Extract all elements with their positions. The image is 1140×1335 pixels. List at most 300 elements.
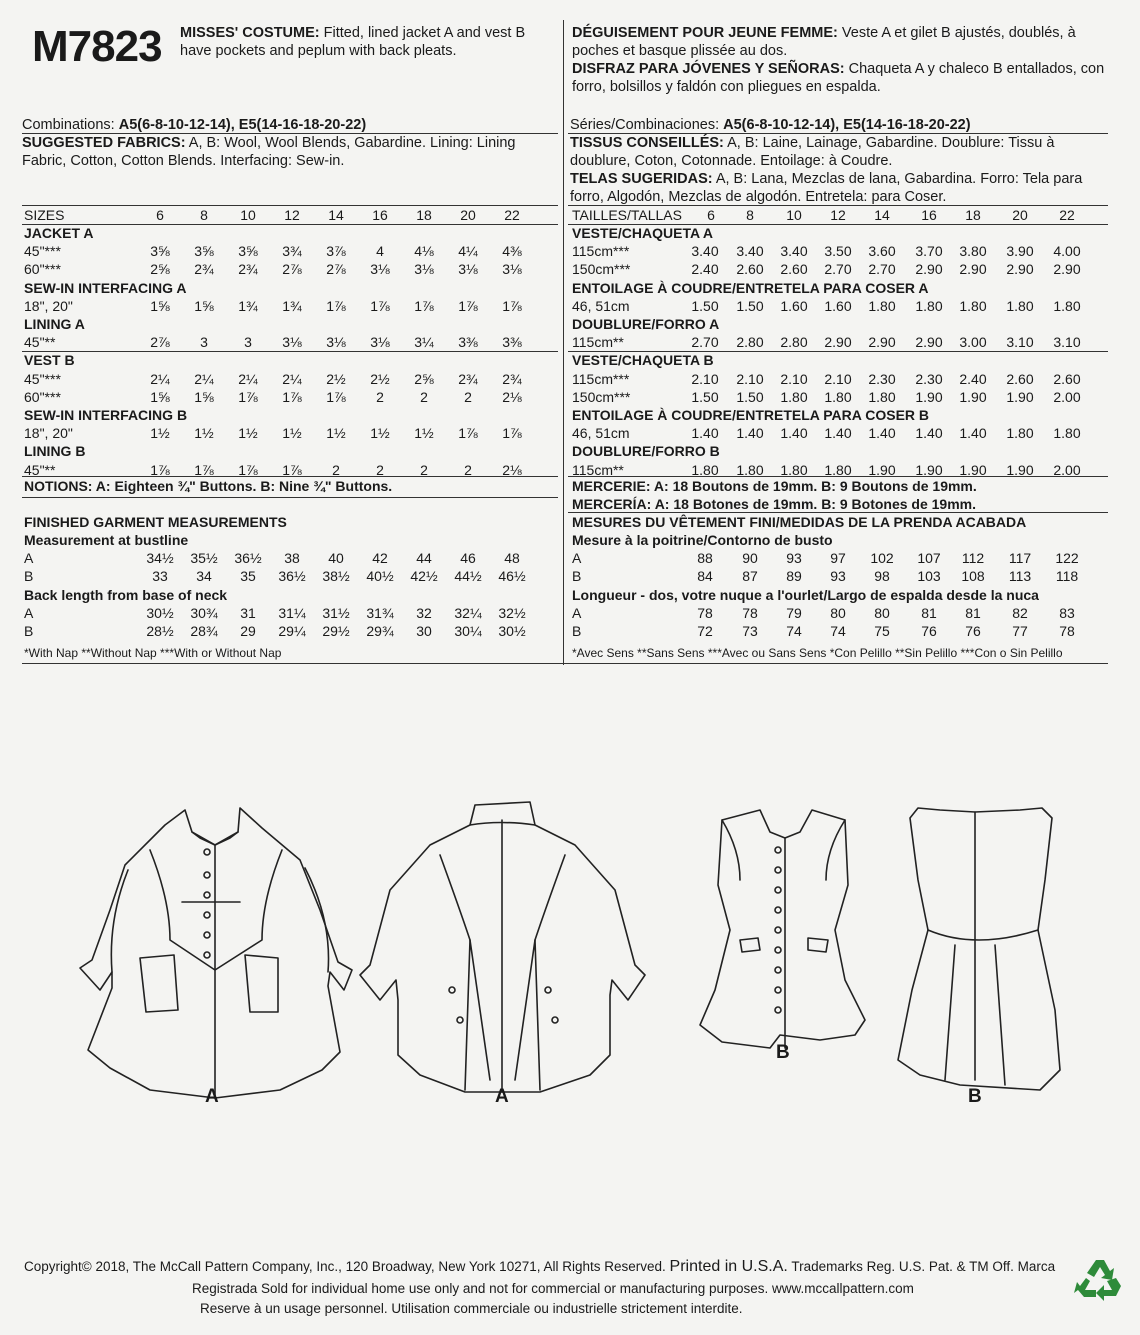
cell-value: 8 — [200, 207, 208, 223]
cell-value: 2.10 — [780, 370, 808, 387]
cell-value: 42 — [372, 550, 388, 566]
cell-value: 20 — [1012, 207, 1028, 223]
cell-value: 2 — [464, 388, 472, 405]
fabrics-es — [570, 170, 1110, 206]
cell-value: 3 — [200, 334, 208, 351]
cell-value: 36½ — [278, 568, 306, 584]
footer-line-3: Reserve à un usage personnel. Utilisation commerciale ou industrielle strictement interdite. — [200, 1301, 743, 1316]
cell-value: 20 — [460, 207, 476, 223]
cell-value: 2 — [420, 388, 428, 405]
cell-value: 72 — [697, 623, 713, 639]
fabrics-label: SUGGESTED FABRICS: — [22, 135, 186, 151]
yardage-row-en — [24, 297, 564, 315]
bust-row-fr — [572, 567, 1112, 585]
row-label: TAILLES/TALLAS — [572, 207, 682, 223]
cell-value: 3.40 — [780, 243, 808, 260]
cell-value: 32 — [416, 605, 432, 621]
cell-value: 44½ — [454, 568, 482, 584]
cell-value: 74 — [786, 623, 802, 639]
cell-value: 35 — [240, 568, 256, 584]
back-row-en — [24, 622, 564, 640]
cell-value: 6 — [707, 207, 715, 223]
cell-value: 1.80 — [915, 297, 943, 314]
cell-value: 1.40 — [780, 425, 808, 442]
cell-value: 3⅛ — [502, 261, 522, 278]
cell-value: 1⅞ — [326, 388, 346, 405]
cell-value: 29½ — [322, 623, 350, 639]
cell-value: 40½ — [366, 568, 394, 584]
cell-value: 30¼ — [454, 623, 482, 639]
yardage-heading-fr: ENTOILAGE À COUDRE/ENTRETELA PARA COSER B — [572, 407, 930, 423]
row-label: 115cm*** — [572, 370, 630, 387]
jacket-a-back-drawing — [360, 802, 645, 1092]
yardage-row-fr — [572, 260, 1112, 278]
cell-value: 14 — [874, 207, 890, 223]
cell-value: 28½ — [146, 623, 174, 639]
cell-value: 78 — [742, 605, 758, 621]
cell-value: 93 — [830, 568, 846, 584]
cell-value: 77 — [1012, 623, 1028, 639]
cell-value: 3⅛ — [282, 334, 302, 351]
cell-value: 2⅞ — [326, 261, 346, 278]
fabrics-label: TELAS SUGERIDAS: — [570, 171, 713, 187]
cell-value: 2¼ — [194, 370, 214, 387]
cell-value: 1⅞ — [414, 297, 434, 314]
cell-value: 18 — [965, 207, 981, 223]
cell-value: 1½ — [238, 425, 258, 442]
cell-value: 78 — [697, 605, 713, 621]
cell-value: 2.70 — [824, 261, 852, 278]
cell-value: 2.40 — [691, 261, 719, 278]
description-en-text: Fitted, lined jacket A and vest B have pockets and peplum with back pleats. — [180, 25, 526, 59]
description-fr — [572, 24, 1112, 60]
cell-value: 31 — [240, 605, 256, 621]
fabrics-text: A, B: Lana, Mezclas de lana, Gabardina. Forro: Tela para forro, Algodón, Mezclas de algodón. Entretela: para Coser. — [570, 171, 1083, 205]
cell-value: 1.90 — [1006, 461, 1034, 478]
row-label: 115cm** — [572, 334, 624, 351]
cell-value: 3⅛ — [458, 261, 478, 278]
divider — [22, 497, 558, 498]
cell-value: 1.90 — [868, 461, 896, 478]
cell-value: 2.90 — [915, 261, 943, 278]
cell-value: 3⅞ — [326, 243, 346, 260]
row-label: 46, 51cm — [572, 297, 630, 314]
cell-value: 1⅞ — [194, 461, 214, 478]
cell-value: 97 — [830, 550, 846, 566]
cell-value: 83 — [1059, 605, 1075, 621]
cell-value: 3.60 — [868, 243, 896, 260]
row-label: B — [572, 568, 582, 584]
cell-value: 40 — [328, 550, 344, 566]
cell-value: 44 — [416, 550, 432, 566]
cell-value: 2.90 — [1006, 261, 1034, 278]
yardage-row-fr — [572, 297, 1112, 315]
back-row-fr — [572, 604, 1112, 622]
sizes-values-fr — [572, 206, 1112, 224]
jacket-a-front-drawing — [80, 808, 352, 1098]
cell-value: 18 — [416, 207, 432, 223]
bust-row-en — [24, 549, 564, 567]
cell-value: 1.60 — [780, 297, 808, 314]
printed-text: Printed in U.S.A. — [669, 1258, 788, 1275]
cell-value: 98 — [874, 568, 890, 584]
bust-row-fr — [572, 549, 1112, 567]
cell-value: 33 — [152, 568, 168, 584]
cell-value: 1.80 — [736, 461, 764, 478]
nap-note-fr: *Avec Sens **Sans Sens ***Avec ou Sans Sens *Con Pelillo **Sin Pelillo ***Con o Sin Pelillo — [572, 646, 1063, 660]
yardage-row-en — [24, 370, 564, 388]
cell-value: 1¾ — [238, 297, 258, 314]
row-label: A — [24, 550, 34, 566]
cell-value: 2⅛ — [502, 388, 522, 405]
divider — [22, 663, 1108, 664]
description-fr-text: Veste A et gilet B ajustés, doublés, à poches et basque plissée au dos. — [572, 25, 1076, 59]
cell-value: 117 — [1008, 550, 1032, 566]
cell-value: 12 — [830, 207, 846, 223]
yardage-row-en — [24, 242, 564, 260]
cell-value: 16 — [921, 207, 937, 223]
figure-label-b-back: B — [968, 1086, 982, 1107]
cell-value: 103 — [917, 568, 941, 584]
cell-value: 2.90 — [824, 334, 852, 351]
figure-label-b-front: B — [776, 1042, 790, 1063]
cell-value: 42½ — [410, 568, 438, 584]
cell-value: 2¾ — [238, 261, 258, 278]
cell-value: 14 — [328, 207, 344, 223]
cell-value: 1.80 — [1053, 425, 1081, 442]
cell-value: 1.90 — [915, 388, 943, 405]
cell-value: 2 — [420, 461, 428, 478]
cell-value: 31¾ — [366, 605, 394, 621]
cell-value: 2⅝ — [150, 261, 170, 278]
yardage-heading-en: JACKET A — [24, 225, 94, 241]
cell-value: 1.80 — [1053, 297, 1081, 314]
title-es: DISFRAZ PARA JÓVENES Y SEÑORAS: — [572, 61, 845, 77]
cell-value: 1⅞ — [150, 461, 170, 478]
cell-value: 80 — [874, 605, 890, 621]
cell-value: 2 — [332, 461, 340, 478]
cell-value: 2.90 — [959, 261, 987, 278]
cell-value: 1⅞ — [502, 425, 522, 442]
notions-es: MERCERÍA: A: 18 Botones de 19mm. B: 9 Botones de 19mm. — [572, 496, 977, 512]
cell-value: 31¼ — [278, 605, 306, 621]
cell-value: 4⅜ — [502, 243, 522, 260]
row-label: 45"*** — [24, 370, 61, 387]
cell-value: 84 — [697, 568, 713, 584]
cell-value: 76 — [965, 623, 981, 639]
yardage-row-en — [24, 333, 564, 351]
cell-value: 1.80 — [868, 388, 896, 405]
cell-value: 1.80 — [824, 388, 852, 405]
cell-value: 112 — [961, 550, 985, 566]
cell-value: 22 — [1059, 207, 1075, 223]
cell-value: 2.70 — [868, 261, 896, 278]
combinations-value: A5(6-8-10-12-14), E5(14-16-18-20-22) — [723, 117, 971, 133]
row-label: 45"*** — [24, 243, 61, 260]
cell-value: 2.10 — [736, 370, 764, 387]
cell-value: 102 — [870, 550, 894, 566]
cell-value: 12 — [284, 207, 300, 223]
yardage-heading-en: SEW-IN INTERFACING A — [24, 279, 187, 296]
cell-value: 2 — [376, 388, 384, 405]
footer-line-1 — [24, 1258, 1055, 1276]
combinations-label: Combinations: — [22, 117, 115, 133]
cell-value: 3⅝ — [238, 243, 258, 260]
cell-value: 2½ — [326, 370, 346, 387]
figure-label-a-back: A — [495, 1086, 509, 1107]
cell-value: 3.10 — [1053, 334, 1081, 351]
cell-value: 1.60 — [824, 297, 852, 314]
cell-value: 48 — [504, 550, 520, 566]
cell-value: 16 — [372, 207, 388, 223]
back-label-en: Back length from base of neck — [24, 587, 228, 603]
cell-value: 1⅝ — [150, 388, 170, 405]
title-fr: DÉGUISEMENT POUR JEUNE FEMME: — [572, 25, 838, 41]
cell-value: 46½ — [498, 568, 526, 584]
cell-value: 82 — [1012, 605, 1028, 621]
cell-value: 2¾ — [502, 370, 522, 387]
yardage-row-en — [24, 424, 564, 442]
cell-value: 32½ — [498, 605, 526, 621]
cell-value: 122 — [1055, 550, 1079, 566]
cell-value: 3⅛ — [370, 261, 390, 278]
notions-en: NOTIONS: A: Eighteen ¾" Buttons. B: Nine ¾" Buttons. — [24, 478, 393, 494]
cell-value: 30¾ — [190, 605, 218, 621]
yardage-row-fr — [572, 370, 1112, 388]
row-label: 115cm** — [572, 461, 624, 478]
row-label: 18", 20" — [24, 425, 73, 442]
title-en: MISSES' COSTUME: — [180, 25, 320, 41]
cell-value: 10 — [240, 207, 256, 223]
garment-illustrations — [0, 790, 1140, 1120]
cell-value: 1½ — [150, 425, 170, 442]
notions-fr: MERCERIE: A: 18 Boutons de 19mm. B: 9 Boutons de 19mm. — [572, 478, 977, 494]
back-label-fr: Longueur - dos, votre nuque a l'ourlet/Largo de espalda desde la nuca — [572, 587, 1039, 603]
fabrics-fr — [570, 134, 1110, 170]
cell-value: 31½ — [322, 605, 350, 621]
cell-value: 8 — [746, 207, 754, 223]
cell-value: 1.80 — [691, 461, 719, 478]
row-label: B — [24, 568, 34, 584]
cell-value: 1¾ — [282, 297, 302, 314]
cell-value: 1.80 — [824, 461, 852, 478]
description-es — [572, 60, 1112, 96]
cell-value: 4⅛ — [414, 243, 434, 260]
cell-value: 93 — [786, 550, 802, 566]
cell-value: 1.80 — [1006, 297, 1034, 314]
cell-value: 3.40 — [736, 243, 764, 260]
combinations-fr — [570, 116, 971, 134]
combinations-en — [22, 116, 366, 134]
bust-label-fr: Mesure à la poitrine/Contorno de busto — [572, 532, 833, 548]
cell-value: 2.60 — [1006, 370, 1034, 387]
cell-value: 2¼ — [238, 370, 258, 387]
row-label: 45"** — [24, 334, 56, 351]
yardage-heading-en: VEST B — [24, 352, 75, 369]
cell-value: 30 — [416, 623, 432, 639]
cell-value: 1½ — [194, 425, 214, 442]
cell-value: 36½ — [234, 550, 262, 566]
yardage-row-fr — [572, 388, 1112, 406]
row-label: 115cm*** — [572, 243, 630, 260]
cell-value: 4.00 — [1053, 243, 1081, 260]
cell-value: 2⅞ — [150, 334, 170, 351]
cell-value: 46 — [460, 550, 476, 566]
yardage-heading-fr: DOUBLURE/FORRO B — [572, 443, 720, 460]
sizes-header-en — [24, 206, 564, 224]
cell-value: 30½ — [498, 623, 526, 639]
cell-value: 1.50 — [691, 297, 719, 314]
cell-value: 1⅞ — [238, 461, 258, 478]
row-label: 45"** — [24, 461, 56, 478]
yardage-heading-en: LINING A — [24, 316, 85, 332]
cell-value: 1½ — [370, 425, 390, 442]
cell-value: 2.80 — [780, 334, 808, 351]
cell-value: 32¼ — [454, 605, 482, 621]
cell-value: 1.80 — [780, 388, 808, 405]
row-label: 46, 51cm — [572, 425, 630, 442]
cell-value: 34½ — [146, 550, 174, 566]
cell-value: 1⅞ — [282, 388, 302, 405]
cell-value: 3.70 — [915, 243, 943, 260]
cell-value: 75 — [874, 623, 890, 639]
cell-value: 1⅞ — [326, 297, 346, 314]
cell-value: 3⅜ — [502, 334, 522, 351]
cell-value: 3 — [244, 334, 252, 351]
cell-value: 2 — [464, 461, 472, 478]
cell-value: 3¼ — [414, 334, 434, 351]
cell-value: 1.90 — [959, 461, 987, 478]
row-label: A — [24, 605, 34, 621]
cell-value: 2 — [376, 461, 384, 478]
cell-value: 3⅛ — [370, 334, 390, 351]
cell-value: 2.00 — [1053, 388, 1081, 405]
cell-value: 3⅛ — [414, 261, 434, 278]
cell-value: 1.80 — [868, 297, 896, 314]
divider — [22, 351, 558, 352]
fabrics-label: TISSUS CONSEILLÉS: — [570, 135, 724, 151]
cell-value: 3⅜ — [458, 334, 478, 351]
cell-value: 2.10 — [824, 370, 852, 387]
yardage-row-en — [24, 388, 564, 406]
cell-value: 29¾ — [366, 623, 394, 639]
description-es-text: Chaqueta A y chaleco B entallados, con forro, bolsillos y faldón con pliegues en espalda. — [572, 61, 1105, 95]
copyright-text: Copyright© 2018, The McCall Pattern Company, Inc., 120 Broadway, New York 10271, All Rights Reserved. — [24, 1259, 666, 1274]
cell-value: 1.40 — [736, 425, 764, 442]
cell-value: 1⅞ — [238, 388, 258, 405]
cell-value: 2.70 — [691, 334, 719, 351]
cell-value: 1.40 — [959, 425, 987, 442]
cell-value: 3.80 — [959, 243, 987, 260]
back-row-fr — [572, 622, 1112, 640]
yardage-heading-fr: VESTE/CHAQUETA B — [572, 352, 714, 369]
cell-value: 76 — [921, 623, 937, 639]
row-label: B — [572, 623, 582, 639]
cell-value: 88 — [697, 550, 713, 566]
cell-value: 38½ — [322, 568, 350, 584]
cell-value: 1.40 — [868, 425, 896, 442]
cell-value: 38 — [284, 550, 300, 566]
finished-title-en: FINISHED GARMENT MEASUREMENTS — [24, 514, 287, 530]
yardage-heading-fr: ENTOILAGE À COUDRE/ENTRETELA PARA COSER A — [572, 279, 929, 296]
cell-value: 2.80 — [736, 334, 764, 351]
row-label: A — [572, 550, 582, 566]
row-label: SIZES — [24, 207, 65, 223]
cell-value: 1⅝ — [194, 388, 214, 405]
cell-value: 2¼ — [282, 370, 302, 387]
cell-value: 2.90 — [868, 334, 896, 351]
cell-value: 1.90 — [959, 388, 987, 405]
cell-value: 35½ — [190, 550, 218, 566]
divider — [22, 224, 558, 225]
combinations-label: Séries/Combinaciones: — [570, 117, 720, 133]
cell-value: 6 — [156, 207, 164, 223]
bust-label-en: Measurement at bustline — [24, 532, 189, 548]
cell-value: 2½ — [370, 370, 390, 387]
cell-value: 1⅝ — [194, 297, 214, 314]
cell-value: 3.00 — [959, 334, 987, 351]
cell-value: 2.30 — [915, 370, 943, 387]
cell-value: 1.40 — [691, 425, 719, 442]
cell-value: 80 — [830, 605, 846, 621]
yardage-heading-fr: DOUBLURE/FORRO A — [572, 316, 720, 332]
cell-value: 79 — [786, 605, 802, 621]
cell-value: 1½ — [414, 425, 434, 442]
trademark-text: Trademarks Reg. U.S. Pat. & TM Off. Marca — [791, 1259, 1056, 1274]
cell-value: 2.30 — [868, 370, 896, 387]
cell-value: 89 — [786, 568, 802, 584]
finished-title-fr: MESURES DU VÊTEMENT FINI/MEDIDAS DE LA PRENDA ACABADA — [572, 514, 1027, 530]
cell-value: 3.10 — [1006, 334, 1034, 351]
yardage-row-en — [24, 260, 564, 278]
yardage-row-fr — [572, 424, 1112, 442]
cell-value: 81 — [921, 605, 937, 621]
cell-value: 2.60 — [780, 261, 808, 278]
cell-value: 22 — [504, 207, 520, 223]
cell-value: 2.90 — [1053, 261, 1081, 278]
cell-value: 2¾ — [194, 261, 214, 278]
vest-b-back-drawing — [898, 808, 1060, 1090]
row-label: 150cm*** — [572, 261, 631, 278]
cell-value: 81 — [965, 605, 981, 621]
row-label: 60"*** — [24, 261, 61, 278]
description-en — [180, 24, 560, 60]
cell-value: 73 — [742, 623, 758, 639]
cell-value: 3.40 — [691, 243, 719, 260]
cell-value: 1.40 — [915, 425, 943, 442]
figure-label-a-front: A — [205, 1086, 219, 1107]
yardage-row-fr — [572, 242, 1112, 260]
nap-note-en: *With Nap **Without Nap ***With or Without Nap — [24, 646, 282, 660]
yardage-heading-en: LINING B — [24, 443, 86, 460]
cell-value: 10 — [786, 207, 802, 223]
row-label: B — [24, 623, 34, 639]
cell-value: 29 — [240, 623, 256, 639]
cell-value: 1.50 — [691, 388, 719, 405]
cell-value: 2⅞ — [282, 261, 302, 278]
cell-value: 34 — [196, 568, 212, 584]
cell-value: 3¾ — [282, 243, 302, 260]
cell-value: 4¼ — [458, 243, 478, 260]
bust-row-en — [24, 567, 564, 585]
cell-value: 87 — [742, 568, 758, 584]
cell-value: 2.90 — [915, 334, 943, 351]
cell-value: 2¼ — [150, 370, 170, 387]
cell-value: 107 — [917, 550, 941, 566]
cell-value: 1.50 — [736, 297, 764, 314]
cell-value: 1⅞ — [370, 297, 390, 314]
row-label: A — [572, 605, 582, 621]
